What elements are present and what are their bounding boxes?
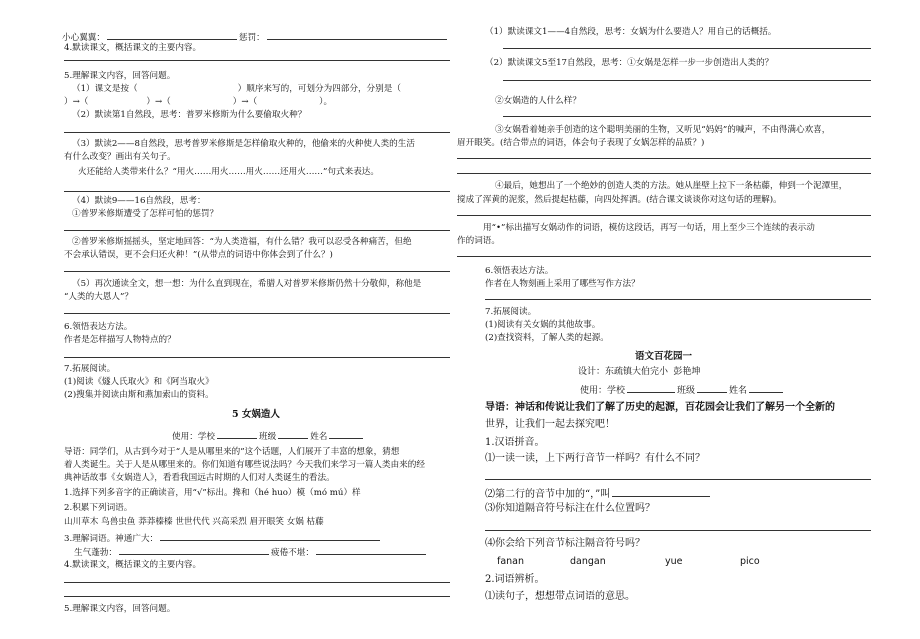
sub-question: （2）默读第1自然段，思考：普罗米修斯为什么要偷取火种？ — [72, 110, 307, 120]
answer-line[interactable] — [64, 60, 450, 61]
blank[interactable] — [316, 545, 426, 555]
blank[interactable] — [697, 383, 727, 393]
sub-question: 用“•”标出描写女娲动作的词语，模仿这段话，再写一句话，用上至少三个连续的表示动 — [483, 223, 815, 233]
label-xinxin: 小心翼翼： — [62, 33, 105, 43]
answer-line[interactable] — [485, 479, 871, 480]
text: 使用：学校 — [172, 432, 215, 442]
question-6-text: 作者在人物刻画上采用了哪些写作方法？ — [485, 279, 640, 289]
question-3 — [64, 531, 382, 545]
reading-item: (1)阅读有关女娲的其他故事。 — [485, 320, 601, 330]
answer-line[interactable] — [503, 48, 871, 49]
answer-line[interactable] — [64, 582, 450, 583]
answer-line[interactable] — [64, 357, 450, 358]
blank[interactable] — [160, 531, 380, 541]
answer-line[interactable] — [457, 215, 871, 216]
blank[interactable] — [278, 429, 308, 439]
question-5: 5.理解课文内容，回答问题。 — [64, 604, 176, 614]
sub-question-cont: 作的词语。 — [457, 236, 500, 246]
guide-text: 世界，让我们一起去探究吧！ — [485, 419, 615, 430]
pinyin-item: yue — [665, 556, 683, 567]
answer-line[interactable] — [64, 271, 450, 272]
blank[interactable] — [627, 383, 675, 393]
text: ）顺序来写的，可划分为四部分，分别是（ — [237, 84, 401, 94]
sub-question: ①普罗米修斯遭受了怎样可怕的惩罚？ — [72, 209, 219, 219]
text: ⑵第二行的音节中加的“，”叫 — [485, 489, 611, 500]
question-6-text: 作者是怎样描写人物特点的？ — [64, 335, 176, 345]
question-4: 4.默读课文，概括课文的主要内容。 — [64, 560, 202, 570]
reading-item: (2)搜集并阅读由斯和燕加索山的资料。 — [64, 390, 214, 400]
question-7: 7.拓展阅读。 — [485, 307, 537, 317]
blank[interactable] — [612, 485, 710, 497]
text: （1）课文是按（ — [72, 84, 138, 94]
text: ）。 — [319, 97, 333, 107]
sub-question: ③女娲看着她亲手创造的这个聪明美丽的生物，又听见“妈妈”的喊声，不由得满心欢喜， — [495, 125, 831, 135]
answer-line[interactable] — [64, 596, 450, 597]
answer-line[interactable] — [64, 313, 450, 314]
sub-question: ④最后，她想出了一个绝妙的创造人类的方法。她从崖壁上拉下一条枯藤，伸到一个泥潭里， — [495, 181, 848, 191]
sub-question: ⑴一读一读，上下两行音节一样吗？有什么不同？ — [485, 453, 705, 464]
order-line — [72, 84, 401, 95]
answer-line[interactable] — [485, 530, 871, 531]
sub-question: （2）默读课文5至17自然段，思考：①女娲是怎样一步一步创造出人类的？ — [485, 58, 774, 68]
sub-question: ⑴读句子，想想带点词语的意思。 — [485, 591, 635, 602]
answer-line[interactable] — [457, 158, 871, 159]
text: 姓名 — [729, 386, 748, 396]
blank[interactable] — [267, 30, 447, 40]
guide-text: 着人类诞生。关于人是从哪里来的。你们知道有哪些说法吗？今天我们来学习一篇人类由来的经 — [64, 460, 425, 470]
guide-text: 典神话故事《女娲造人》，看看我国远古时期的人们对人类诞生的看法。 — [64, 473, 335, 483]
parts-line — [64, 97, 332, 108]
text: ）→（ — [232, 97, 258, 107]
blank[interactable] — [119, 545, 269, 555]
text: 班级 — [677, 386, 696, 396]
pinyin-item: dangan — [570, 556, 606, 567]
section-title: 语文百花园一 — [635, 351, 693, 362]
question-6: 6.领悟表达方法。 — [485, 266, 554, 276]
text: ）→（ — [146, 97, 171, 107]
question-2: 2.积累下列词语。 — [64, 503, 133, 513]
sub-question: （5）再次通读全文，想一想：为什么直到现在，希腊人对普罗米修斯仍然十分敬仰，称他是 — [72, 279, 422, 289]
answer-line[interactable] — [485, 299, 871, 300]
sub-question: （3）默读2——8自然段，思考普罗米修斯是怎样偷取火种的，他偷来的火种使人类的生活 — [72, 139, 415, 149]
sub-question-cont: “人类的大恩人”？ — [64, 292, 133, 302]
sub-question-cont: 不会承认错误，更不会归还火种！”(从带点的词语中你体会到了什么？) — [64, 250, 333, 260]
sub-question: ②普罗米修斯摇摇头，坚定地回答：“为人类造福，有什么错？我可以忍受各种痛苦，但绝 — [72, 237, 412, 247]
use-line — [172, 429, 365, 443]
sub-question-cont: 眉开眼笑。(结合带点的词语，体会句子表现了女娲怎样的品质？) — [457, 138, 705, 148]
blank[interactable] — [749, 383, 783, 393]
question-5: 5.理解课文内容，回答问题。 — [64, 71, 176, 81]
question-2: 2.词语辨析。 — [485, 574, 545, 585]
sub-question: ②女娲造的人什么样？ — [495, 96, 581, 106]
word-list: 山川草木 鸟兽虫鱼 莽莽榛榛 世世代代 兴高采烈 眉开眼笑 女娲 枯藤 — [64, 517, 324, 527]
vocab-line — [74, 545, 428, 559]
answer-line[interactable] — [457, 256, 871, 257]
sub-question — [485, 485, 712, 501]
reading-item: (1)阅读《燧人氏取火》和《阿当取火》 — [64, 377, 214, 387]
pinyin-item: fanan — [497, 556, 525, 567]
answer-line[interactable] — [503, 116, 871, 117]
text: 姓名 — [310, 432, 328, 442]
use-line — [580, 383, 785, 397]
left-column — [62, 0, 460, 639]
blank[interactable] — [217, 429, 257, 439]
answer-line[interactable] — [64, 191, 450, 192]
text: 使用：学校 — [580, 386, 626, 396]
sub-question: ⑷你会给下列音节标注隔音符号吗？ — [485, 538, 645, 549]
sub-question-cont: 搅成了浑黄的泥浆，然后提起枯藤，向四处挥洒。(结合课文谈谈你对这句话的理解)。 — [457, 195, 782, 205]
sub-question: （1）默读课文1——4自然段，思考：女娲为什么要造人？用自己的话概括。 — [485, 27, 777, 37]
design-credit: 设计：东疏镇大伯完小 彭艳坤 — [578, 367, 701, 377]
label-chengfa: 惩罚： — [238, 33, 265, 43]
text: 3.理解词语。神通广大： — [64, 534, 159, 544]
text: 班级 — [258, 432, 277, 442]
sub-question: （4）默读9——16自然段，思考： — [72, 196, 206, 206]
question-1: 1.汉语拼音。 — [485, 437, 545, 448]
pinyin-item: pico — [740, 556, 760, 567]
text: 疲倦不堪： — [270, 548, 314, 558]
blank[interactable] — [107, 30, 237, 40]
guide-text: 导语：同学们，从古到今对于“人是从哪里来的”这个话题，人们展开了丰富的想象，猜想 — [64, 447, 400, 457]
section-title: 5 女娲造人 — [232, 409, 280, 420]
question-1: 1.选择下列多音字的正确读音，用“√”标出。搀和（hé huo）模（mó mú）样 — [64, 488, 361, 498]
blank[interactable] — [329, 429, 363, 439]
question-6: 6.领悟表达方法。 — [64, 322, 133, 332]
vocab-line — [62, 30, 449, 44]
question-4: 4.默读课文，概括课文的主要内容。 — [64, 43, 202, 53]
reading-item: (2)查找资料，了解人类的起源。 — [485, 333, 609, 343]
sub-question: ⑶你知道隔音符号标注在什么位置吗？ — [485, 503, 655, 514]
sub-question-cont: 有什么改变？画出有关句子。 — [64, 152, 176, 162]
right-column — [457, 0, 875, 639]
answer-line[interactable] — [457, 173, 871, 174]
answer-line[interactable] — [503, 80, 871, 81]
answer-line[interactable] — [64, 230, 450, 231]
guide-text: 导语：神话和传说让我们了解了历史的起源，百花园会让我们了解另一个全新的 — [485, 402, 835, 413]
text: ）→（ — [64, 97, 89, 107]
answer-line[interactable] — [64, 132, 450, 133]
sub-question: 火还能给人类带来什么？“用火……用火……用火……还用火……”句式来表达。 — [78, 167, 379, 177]
question-7: 7.拓展阅读。 — [64, 364, 116, 374]
text: 生气蓬勃： — [74, 548, 117, 558]
